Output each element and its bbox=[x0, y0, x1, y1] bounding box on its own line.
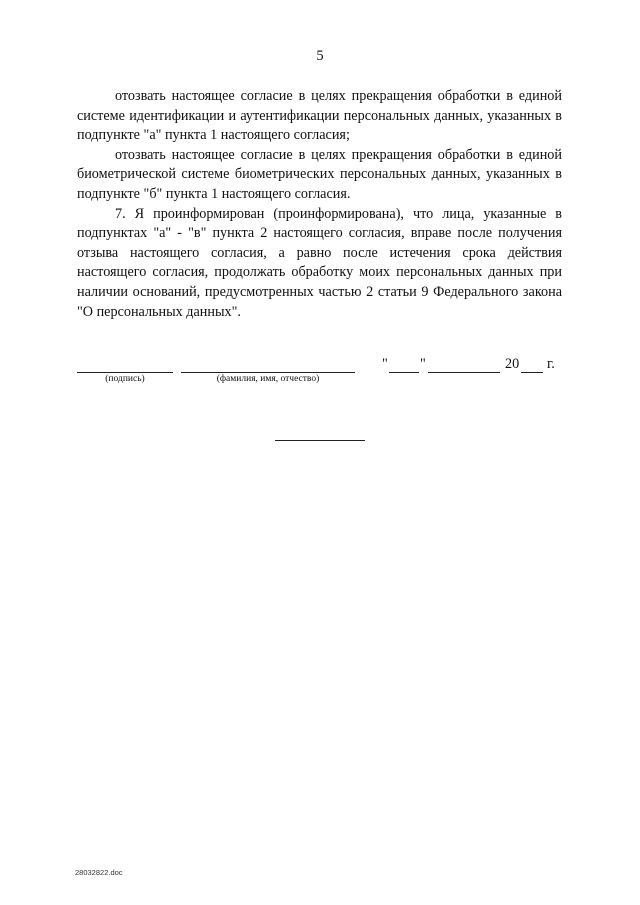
date-quote-close: " bbox=[420, 356, 426, 372]
signature-caption: (подпись) bbox=[105, 374, 145, 384]
date-quote-open: " bbox=[382, 356, 388, 372]
body-text bbox=[77, 87, 562, 322]
end-divider bbox=[275, 440, 365, 441]
date-year-line bbox=[521, 358, 543, 373]
date-day-line bbox=[389, 358, 419, 373]
paragraph-revoke-biometric: отозвать настоящее согласие в целях прекращения обработки в единой биометрической системе биометрических персональных данных, указанных в подпункте "б" пункта 1 настоящего согласия. bbox=[77, 146, 562, 202]
signature-line bbox=[77, 358, 173, 373]
name-line bbox=[181, 358, 355, 373]
page-number: 5 bbox=[316, 48, 324, 64]
footer-file-name: 28032822.doc bbox=[75, 868, 123, 877]
paragraph-revoke-esia: отозвать настоящее согласие в целях прекращения обработки в единой системе идентификации и аутентификации персональных данных, указанных в подпункте "а" пункта 1 настоящего согласия; bbox=[77, 88, 562, 144]
date-month-line bbox=[428, 358, 500, 373]
date-year-suffix: г. bbox=[547, 356, 555, 372]
name-caption: (фамилия, имя, отчество) bbox=[216, 374, 320, 384]
date-year-prefix: 20 bbox=[505, 356, 520, 372]
signature-block bbox=[0, 356, 640, 396]
paragraph-item-7: 7. Я проинформирован (проинформирована), что лица, указанные в подпунктах "а" - "в" пункта 2 настоящего согласия, вправе после получения отзыва настоящего согласия, а равно после истечения срока действия настоящего согласия, продолжать обработку моих персональных данных при наличии оснований, предусмотренных частью 2 статьи 9 Федерального закона "О персональных данных". bbox=[77, 205, 562, 320]
